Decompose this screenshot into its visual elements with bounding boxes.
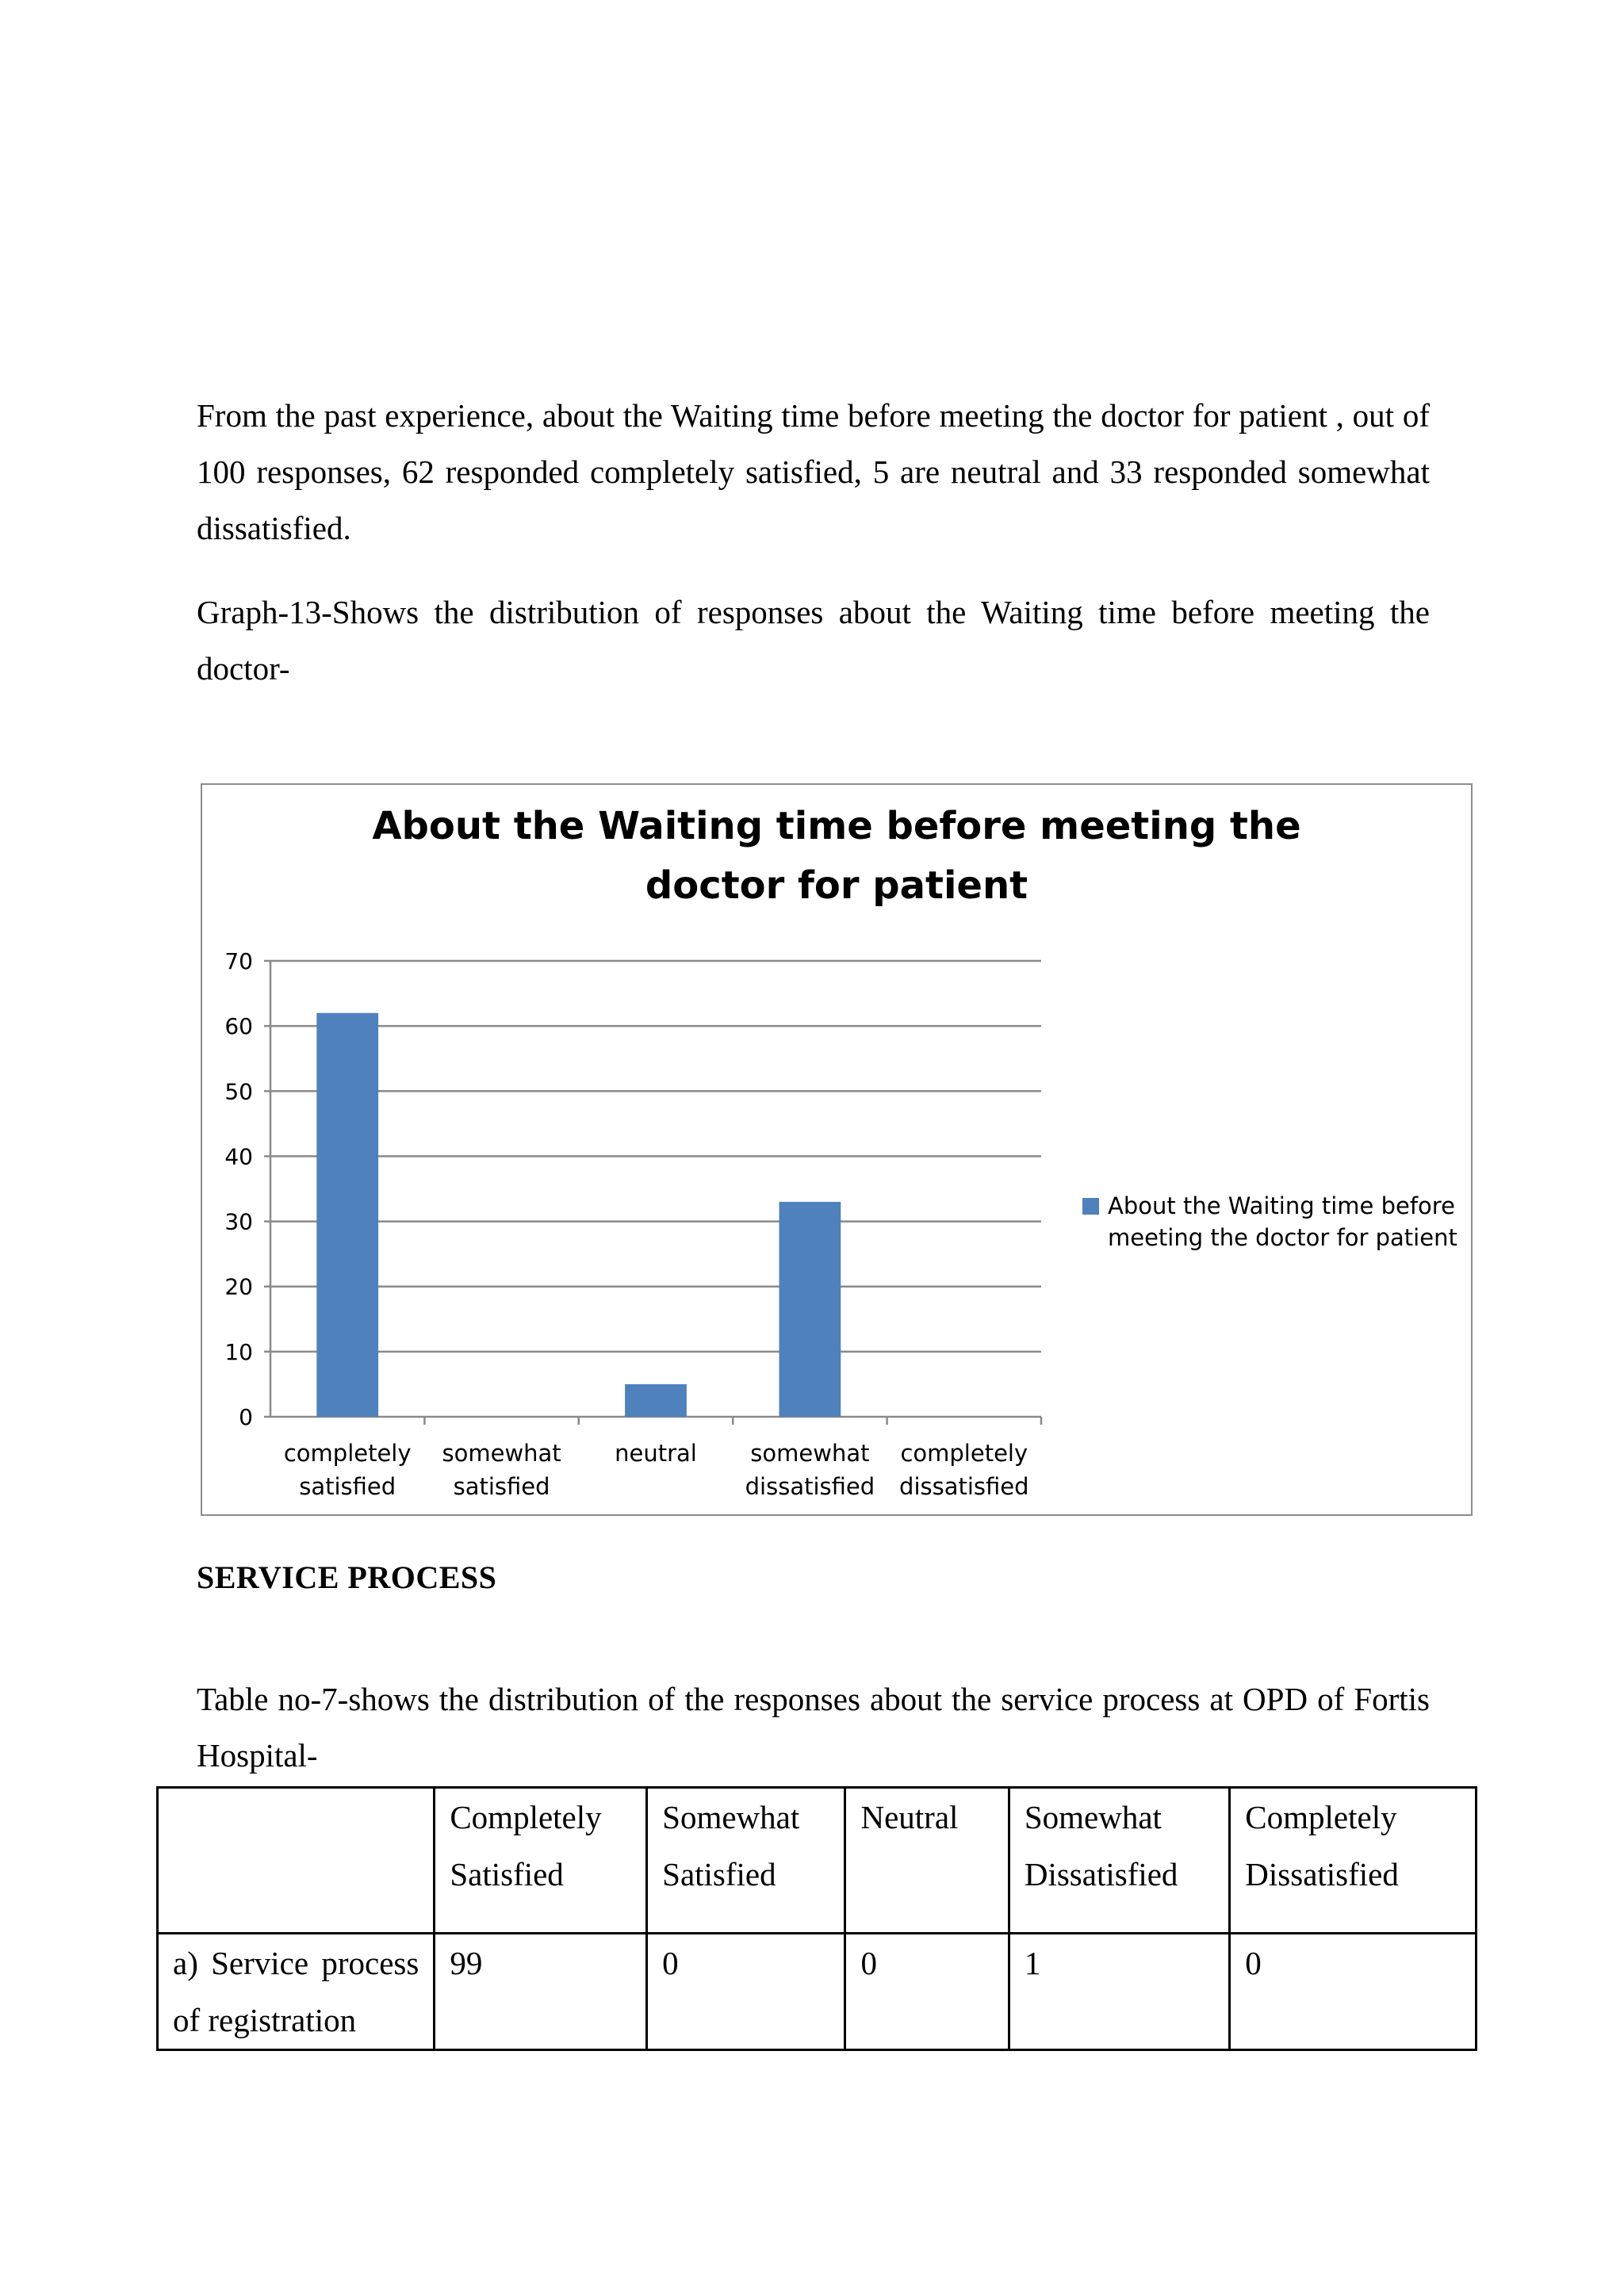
y-tick-label: 30 bbox=[224, 1208, 253, 1235]
bar bbox=[625, 1384, 687, 1417]
bar-chart bbox=[202, 785, 1471, 1514]
header-cell-blank bbox=[158, 1788, 435, 1934]
intro-paragraph: From the past experience, about the Waiting time before meeting the doctor for patient , out of 100 responses, 62 responded completely satisfied, 5 are neutral and 33 responded somewhat dissatisfied. bbox=[197, 397, 1430, 546]
y-tick-label: 20 bbox=[224, 1273, 253, 1300]
header-cell-somewhat-dissatisfied: Somewhat Dissatisfied bbox=[1009, 1788, 1229, 1934]
x-tick-label: somewhat bbox=[750, 1440, 870, 1467]
x-tick-label: completely bbox=[283, 1440, 412, 1467]
table-caption: Table no-7-shows the distribution of the responses about the service process at OPD of Fortis Hospital- bbox=[197, 1681, 1430, 1774]
legend-swatch bbox=[1082, 1198, 1099, 1215]
x-tick-label: satisfied bbox=[453, 1473, 550, 1500]
table-cell: 0 bbox=[647, 1934, 845, 2050]
graph-caption: Graph-13-Shows the distribution of responses about the Waiting time before meeting the doctor- bbox=[197, 594, 1430, 687]
chart-title-line: About the Waiting time before meeting the bbox=[372, 804, 1301, 848]
table-header-row bbox=[158, 1788, 1477, 1934]
y-tick-label: 60 bbox=[224, 1013, 253, 1040]
legend-label: About the Waiting time before bbox=[1108, 1192, 1455, 1219]
chart-frame bbox=[201, 783, 1473, 1516]
chart-title-line: doctor for patient bbox=[645, 863, 1028, 908]
x-tick-label: neutral bbox=[615, 1440, 697, 1467]
bar bbox=[316, 1013, 378, 1417]
header-cell-neutral: Neutral bbox=[845, 1788, 1009, 1934]
x-tick-label: satisfied bbox=[299, 1473, 396, 1500]
header-cell-completely-dissatisfied: Completely Dissatisfied bbox=[1230, 1788, 1477, 1934]
table-cell: 99 bbox=[435, 1934, 647, 2050]
y-tick-label: 40 bbox=[224, 1143, 253, 1170]
header-cell-somewhat-satisfied: Somewhat Satisfied bbox=[647, 1788, 845, 1934]
legend-label: meeting the doctor for patient bbox=[1108, 1224, 1457, 1251]
row-label: a) Service process of registration bbox=[158, 1934, 435, 2050]
table-cell: 0 bbox=[845, 1934, 1009, 2050]
x-tick-label: dissatisfied bbox=[745, 1473, 875, 1500]
y-tick-label: 70 bbox=[224, 948, 253, 974]
y-tick-label: 0 bbox=[239, 1404, 253, 1430]
y-tick-label: 10 bbox=[224, 1338, 253, 1365]
table-cell: 0 bbox=[1230, 1934, 1477, 2050]
x-tick-label: somewhat bbox=[442, 1440, 561, 1467]
bar bbox=[779, 1202, 841, 1417]
x-tick-label: dissatisfied bbox=[899, 1473, 1029, 1500]
y-tick-label: 50 bbox=[224, 1078, 253, 1105]
service-process-table bbox=[156, 1786, 1477, 2051]
x-tick-label: completely bbox=[900, 1440, 1028, 1467]
table-row bbox=[158, 1934, 1477, 2050]
section-heading: SERVICE PROCESS bbox=[197, 1559, 497, 1595]
table-cell: 1 bbox=[1009, 1934, 1229, 2050]
header-cell-completely-satisfied: Completely Satisfied bbox=[435, 1788, 647, 1934]
